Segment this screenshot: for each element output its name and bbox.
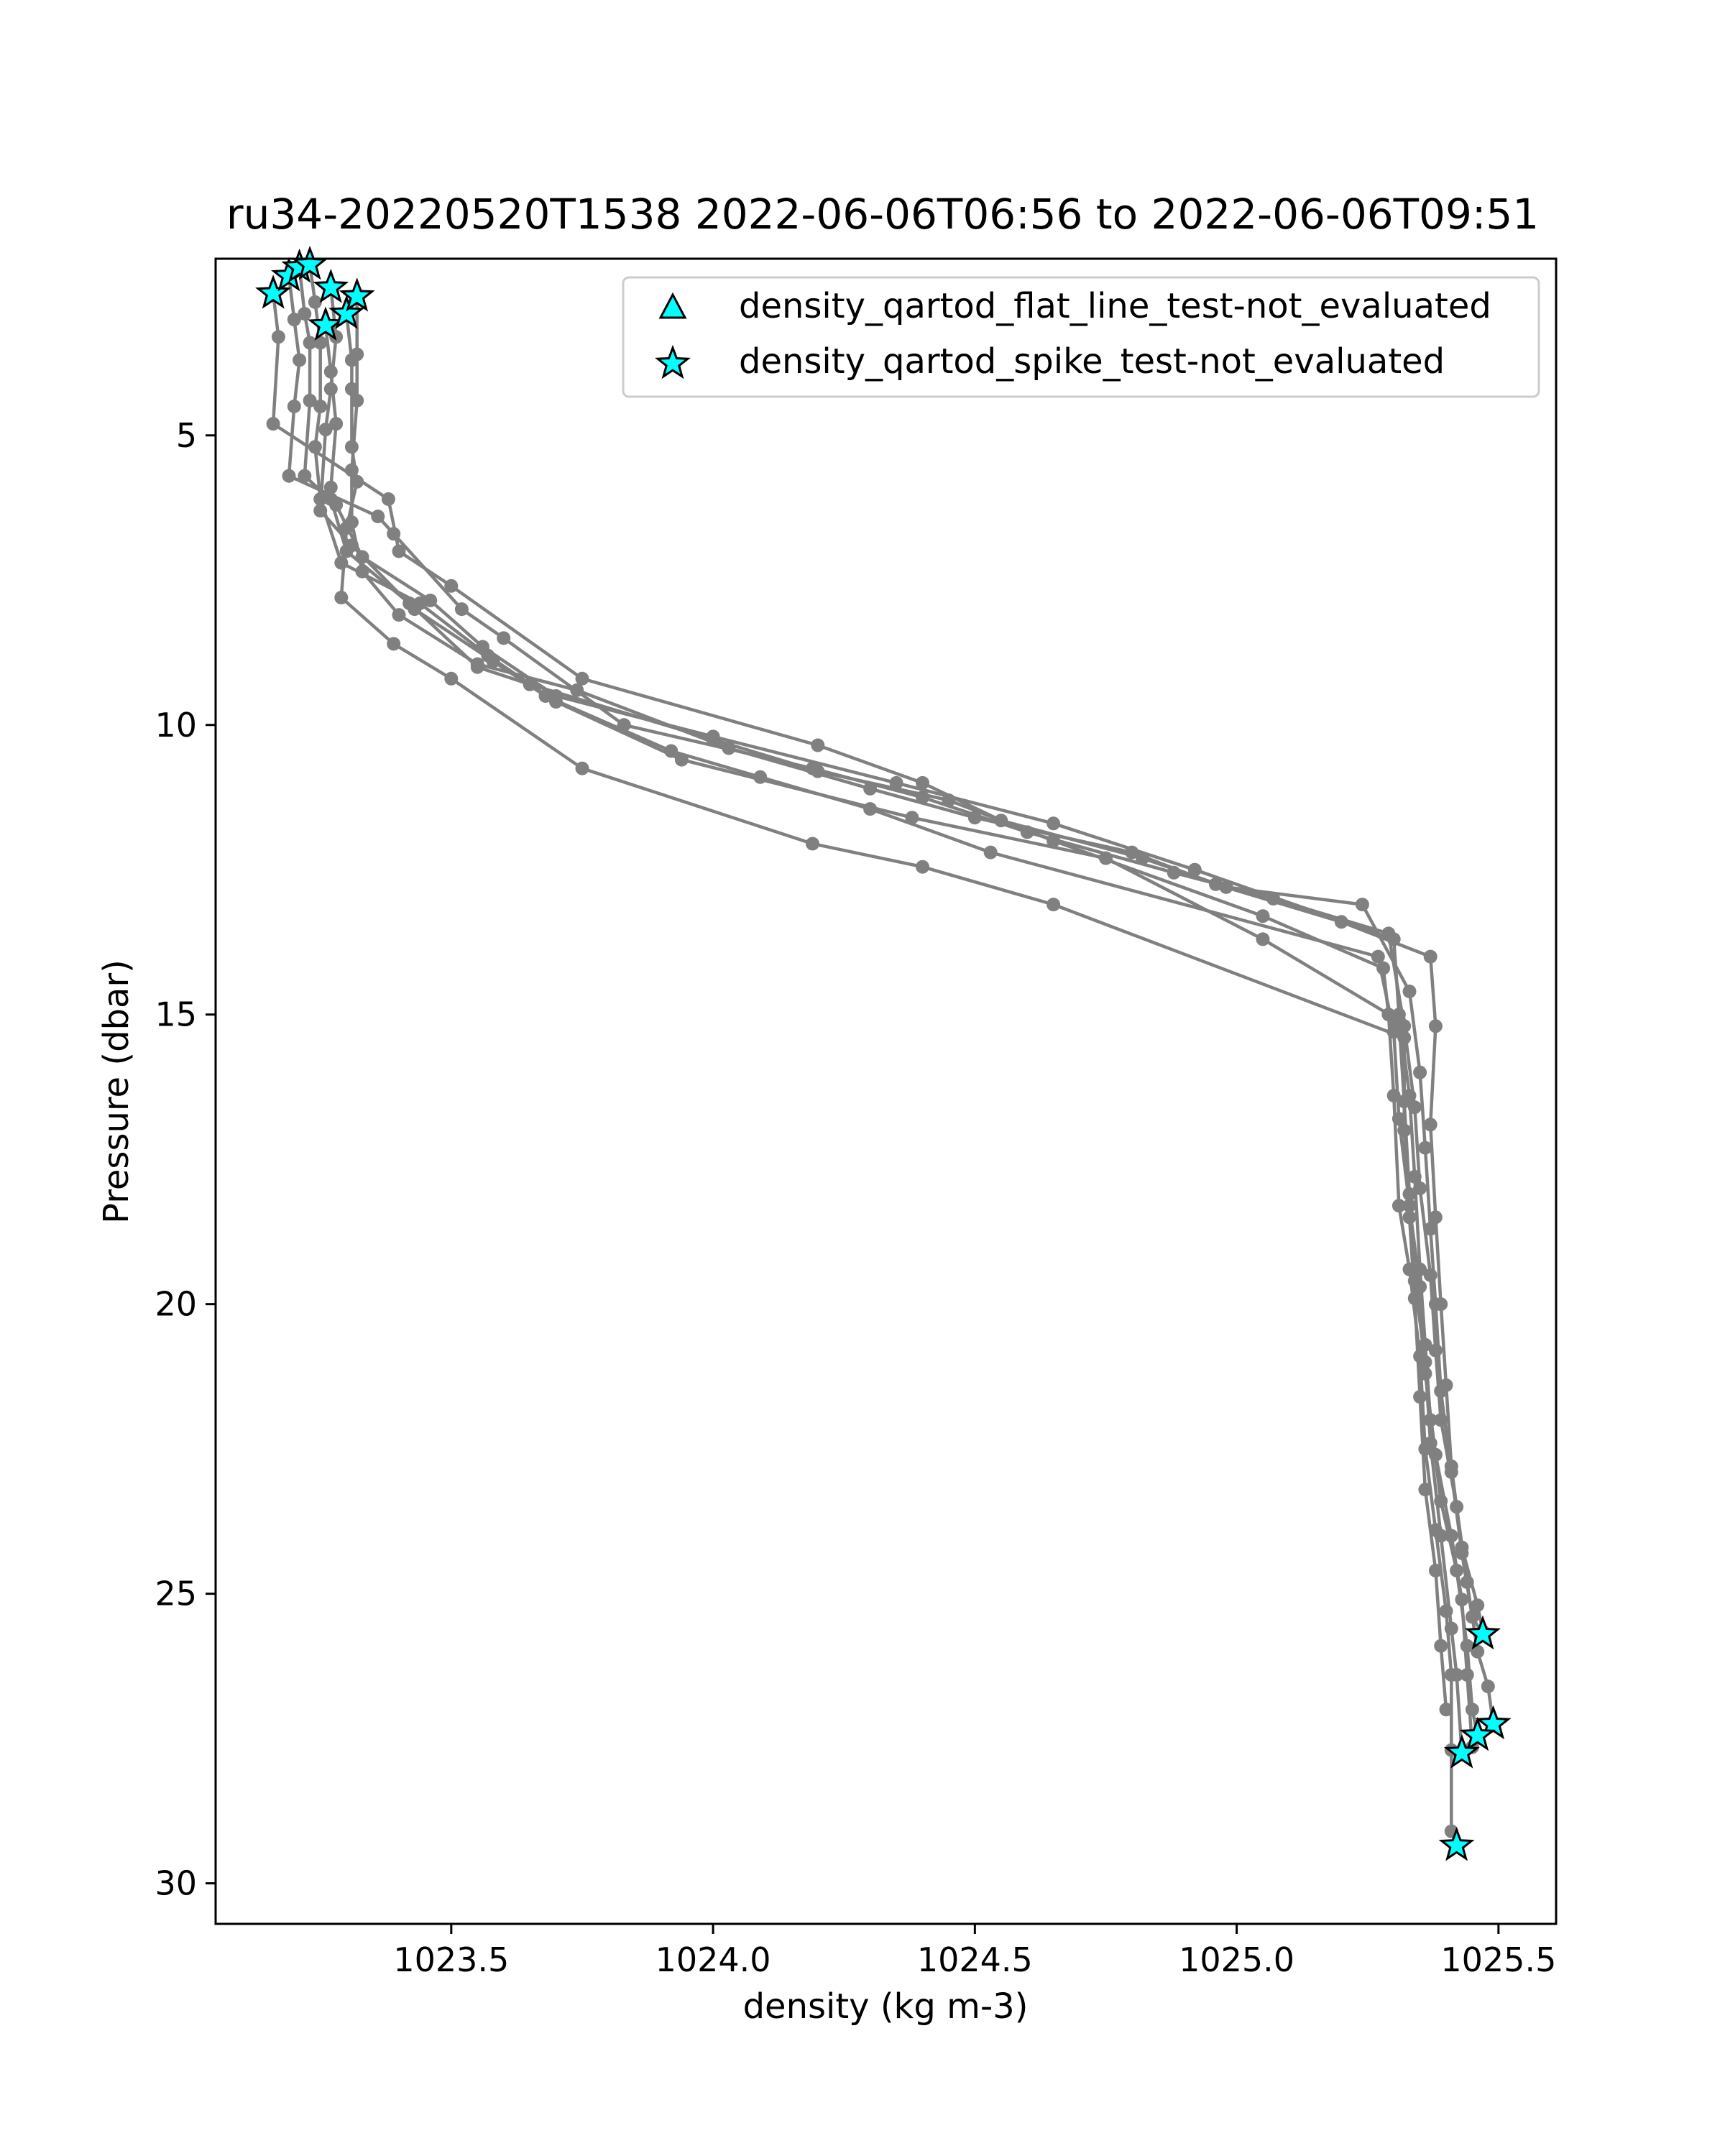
profile-point	[298, 469, 311, 483]
x-tick-label: 1024.5	[916, 1940, 1033, 1979]
y-tick-label: 20	[155, 1284, 197, 1324]
x-axis-label: density (kg m-3)	[742, 1986, 1029, 2027]
profile-point	[1397, 1031, 1411, 1045]
profile-point	[1413, 1390, 1427, 1404]
chart-title: ru34-20220520T1538 2022-06-06T06:56 to 2022-06-06T09:51	[226, 190, 1540, 239]
profile-point	[272, 330, 285, 344]
profile-point	[863, 802, 877, 816]
profile-point	[1335, 915, 1348, 929]
y-tick-label: 10	[155, 705, 197, 745]
legend-label-flat-line-test: density_qartod_flat_line_test-not_evaluated	[739, 286, 1491, 326]
profile-point	[288, 400, 301, 413]
profile-point	[576, 762, 589, 775]
profile-point	[811, 739, 824, 752]
profile-point	[1256, 909, 1270, 923]
profile-point	[313, 504, 327, 517]
profile-point	[324, 492, 338, 506]
legend	[623, 277, 1539, 397]
profile-point	[1356, 898, 1369, 911]
profile-point	[1440, 1378, 1453, 1392]
profile-point	[444, 672, 458, 686]
profile-point	[1381, 1008, 1395, 1021]
profile-point	[1424, 1118, 1438, 1131]
profile-point	[1256, 932, 1270, 946]
profile-point	[471, 658, 484, 671]
profile-point	[1403, 985, 1417, 998]
profile-point	[1397, 1123, 1411, 1137]
profile-point	[753, 770, 767, 784]
x-tick-label: 1025.5	[1440, 1940, 1557, 1979]
profile-point	[1440, 1604, 1453, 1618]
y-tick-label: 15	[155, 995, 197, 1034]
profile-point	[1413, 1066, 1427, 1079]
profile-point	[1445, 1668, 1458, 1682]
profile-point	[806, 837, 819, 851]
profile-point	[1418, 1442, 1432, 1456]
profile-point	[308, 295, 322, 309]
profile-point	[350, 394, 364, 407]
profile-point	[392, 608, 406, 622]
x-tick-label: 1023.5	[393, 1940, 510, 1979]
profile-point	[298, 307, 311, 321]
profile-point	[1392, 1199, 1406, 1212]
profile-point	[1429, 1564, 1443, 1577]
profile-point	[1466, 1703, 1479, 1716]
profile-point	[1434, 1639, 1448, 1653]
profile-point	[1125, 846, 1138, 860]
profile-point	[1455, 1541, 1468, 1554]
profile-point	[1455, 1593, 1468, 1606]
profile-point	[455, 602, 469, 616]
legend-label-spike-test: density_qartod_spike_test-not_evaluated	[739, 341, 1445, 382]
profile-point	[497, 631, 510, 645]
profile-point	[282, 469, 296, 483]
profile-point	[324, 365, 338, 379]
profile-point	[402, 596, 416, 610]
y-tick-label: 25	[155, 1574, 197, 1613]
profile-point	[1445, 1460, 1458, 1473]
profile-point	[1387, 1089, 1401, 1102]
y-axis-label: Pressure (dbar)	[96, 959, 137, 1224]
profile-point	[1046, 898, 1060, 911]
profile-point	[313, 400, 327, 413]
profile-point	[1445, 1529, 1458, 1543]
profile-point	[1418, 1483, 1432, 1496]
profile-point	[722, 742, 735, 755]
profile-point	[1403, 1210, 1417, 1224]
profile-point	[1434, 1297, 1448, 1311]
profile-point	[345, 515, 359, 529]
profile-point	[942, 793, 955, 807]
profile-point	[1429, 1019, 1443, 1033]
profile-point	[1460, 1668, 1474, 1682]
profile-point	[334, 591, 348, 604]
profile-point	[1408, 1291, 1422, 1305]
profile-point	[371, 510, 385, 523]
profile-point	[293, 354, 306, 367]
y-tick-label: 5	[175, 415, 197, 455]
profile-point	[863, 782, 877, 796]
x-tick-label: 1025.0	[1179, 1940, 1295, 1979]
profile-point	[570, 683, 584, 697]
profile-point	[387, 527, 400, 540]
profile-point	[308, 440, 322, 453]
profile-point	[1424, 950, 1438, 964]
x-tick-label: 1024.0	[655, 1940, 771, 1979]
profile-point	[1481, 1680, 1495, 1693]
profile-point	[350, 348, 364, 361]
profile-point	[267, 417, 280, 430]
profile-point	[329, 417, 343, 430]
y-tick-label: 30	[155, 1864, 197, 1903]
profile-point	[345, 464, 359, 477]
profile-point	[1046, 816, 1060, 830]
profile-point	[382, 492, 395, 506]
profile-point	[324, 481, 338, 494]
profile-point	[1429, 1210, 1443, 1224]
profile-point	[1460, 1639, 1474, 1653]
profile-point	[664, 745, 678, 758]
profile-point	[1440, 1703, 1453, 1716]
profile-point	[1376, 962, 1390, 975]
profile-point	[984, 846, 998, 860]
profile-point	[1209, 877, 1223, 891]
profile-point	[1413, 1350, 1427, 1363]
profile-point	[387, 637, 400, 650]
profile-point	[916, 860, 929, 874]
profile-point	[356, 565, 369, 579]
profile-point	[1471, 1598, 1484, 1612]
profile-point	[968, 811, 982, 824]
